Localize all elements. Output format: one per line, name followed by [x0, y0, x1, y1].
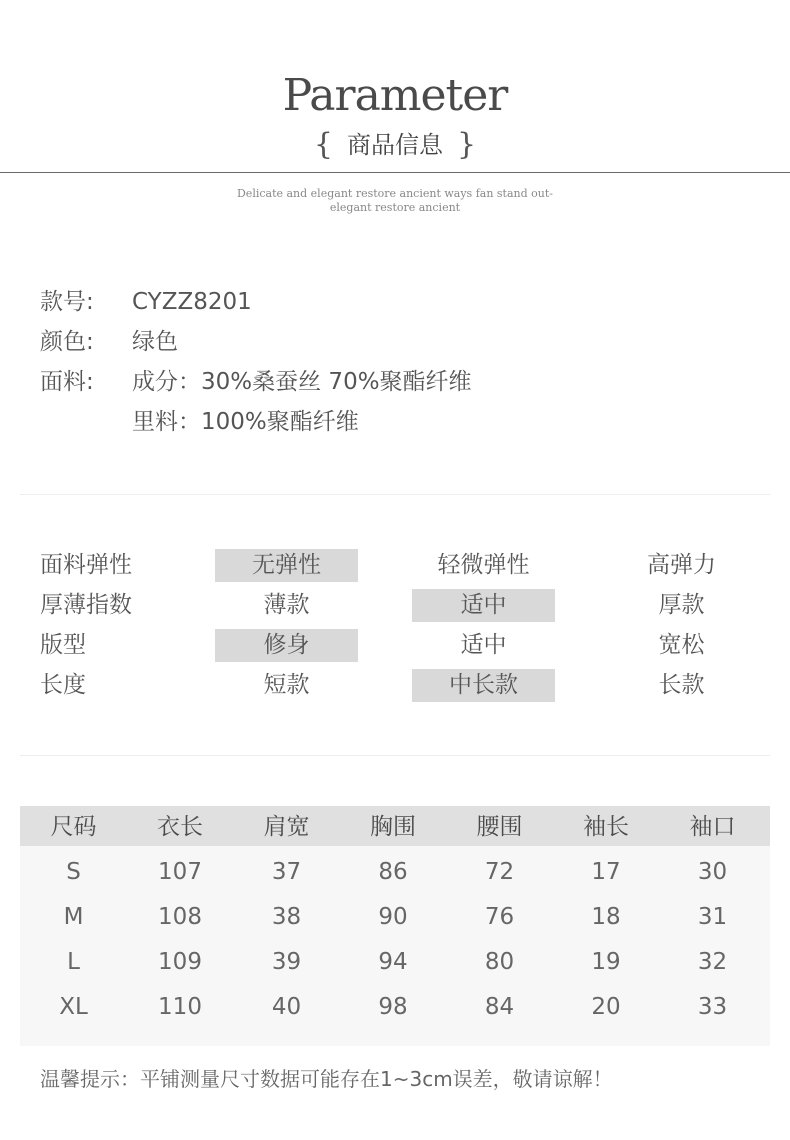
size-table [20, 806, 770, 1046]
spec-label: 颜色: [40, 329, 94, 355]
table-cell: M [63, 904, 84, 930]
size-table-body [20, 846, 770, 1030]
brace-close: } [457, 127, 477, 162]
attribute-option: 薄款 [263, 592, 310, 618]
table-cell: 90 [378, 904, 408, 930]
table-cell: 32 [697, 949, 728, 975]
table-header-cell: 胸围 [370, 814, 416, 840]
spec-value: CYZZ8201 [132, 289, 252, 315]
table-cell: 72 [484, 859, 515, 885]
attribute-row [40, 625, 770, 665]
table-cell: 94 [378, 949, 408, 975]
attribute-option-selected: 中长款 [412, 669, 555, 702]
table-header-cell: 尺码 [50, 814, 97, 840]
attribute-grid [40, 545, 770, 705]
attribute-option: 宽松 [658, 632, 705, 658]
attribute-option: 适中 [460, 632, 507, 658]
table-cell: 109 [158, 949, 202, 975]
table-cell: 20 [591, 994, 621, 1020]
attribute-option-selected: 无弹性 [215, 549, 358, 582]
attribute-option: 厚款 [658, 592, 705, 618]
table-cell: 17 [591, 859, 621, 885]
table-row [20, 940, 770, 985]
table-cell: 86 [378, 859, 408, 885]
spec-value: 成分：30%桑蚕丝 70%聚酯纤维 [132, 369, 472, 395]
table-cell: 33 [697, 994, 728, 1020]
table-row [20, 850, 770, 895]
tagline-line-2: elegant restore ancient [329, 201, 461, 214]
table-cell: 98 [378, 994, 408, 1020]
table-row [20, 985, 770, 1030]
tagline-line-1: Delicate and elegant restore ancient ways fan stand out- [236, 187, 553, 200]
subtitle-block [0, 124, 790, 165]
tagline [0, 187, 790, 215]
attribute-label: 面料弹性 [40, 552, 132, 578]
spec-value: 里料：100%聚酯纤维 [132, 409, 359, 435]
table-cell: 76 [484, 904, 515, 930]
attribute-row [40, 585, 770, 625]
size-table-header [20, 806, 770, 846]
attribute-option: 轻微弹性 [437, 552, 530, 578]
table-cell: 38 [271, 904, 302, 930]
attribute-label: 版型 [40, 632, 86, 658]
table-cell: 30 [697, 859, 728, 885]
page-title: Parameter [282, 70, 508, 121]
table-cell: 39 [271, 949, 302, 975]
attribute-row [40, 545, 770, 585]
table-header-cell: 腰围 [476, 814, 523, 840]
table-header-cell: 衣长 [157, 814, 203, 840]
attribute-row [40, 665, 770, 705]
brace-open: { [313, 127, 333, 162]
header-divider [0, 172, 790, 173]
table-cell: 18 [591, 904, 621, 930]
attribute-option: 短款 [263, 672, 310, 698]
table-cell: 80 [484, 949, 515, 975]
table-header-cell: 袖口 [689, 814, 736, 840]
measurement-note: 温馨提示：平铺测量尺寸数据可能存在1~3cm误差，敬请谅解！ [40, 1067, 613, 1091]
attribute-label: 厚薄指数 [40, 592, 132, 618]
table-cell: XL [59, 994, 88, 1020]
attribute-option-selected: 修身 [215, 629, 358, 662]
table-header-cell: 袖长 [583, 814, 629, 840]
table-cell: 107 [158, 859, 202, 885]
spec-label: 款号: [40, 289, 94, 315]
table-cell: 40 [271, 994, 302, 1020]
table-header-cell: 肩宽 [263, 814, 310, 840]
section-divider [20, 755, 770, 756]
table-cell: 37 [271, 859, 302, 885]
table-cell: 108 [158, 904, 202, 930]
attribute-option: 长款 [658, 672, 705, 698]
attribute-label: 长度 [40, 672, 86, 698]
table-row [20, 895, 770, 940]
table-cell: 31 [697, 904, 728, 930]
table-cell: S [66, 859, 81, 885]
attribute-option: 高弹力 [647, 552, 716, 578]
table-cell: 110 [158, 994, 202, 1020]
spec-value: 绿色 [132, 329, 178, 355]
table-cell: L [67, 949, 80, 975]
table-cell: 84 [484, 994, 515, 1020]
attribute-option-selected: 适中 [412, 589, 555, 622]
spec-label: 面料: [40, 369, 94, 395]
page-subtitle: 商品信息 [347, 131, 443, 159]
table-cell: 19 [591, 949, 621, 975]
section-divider [20, 494, 770, 495]
